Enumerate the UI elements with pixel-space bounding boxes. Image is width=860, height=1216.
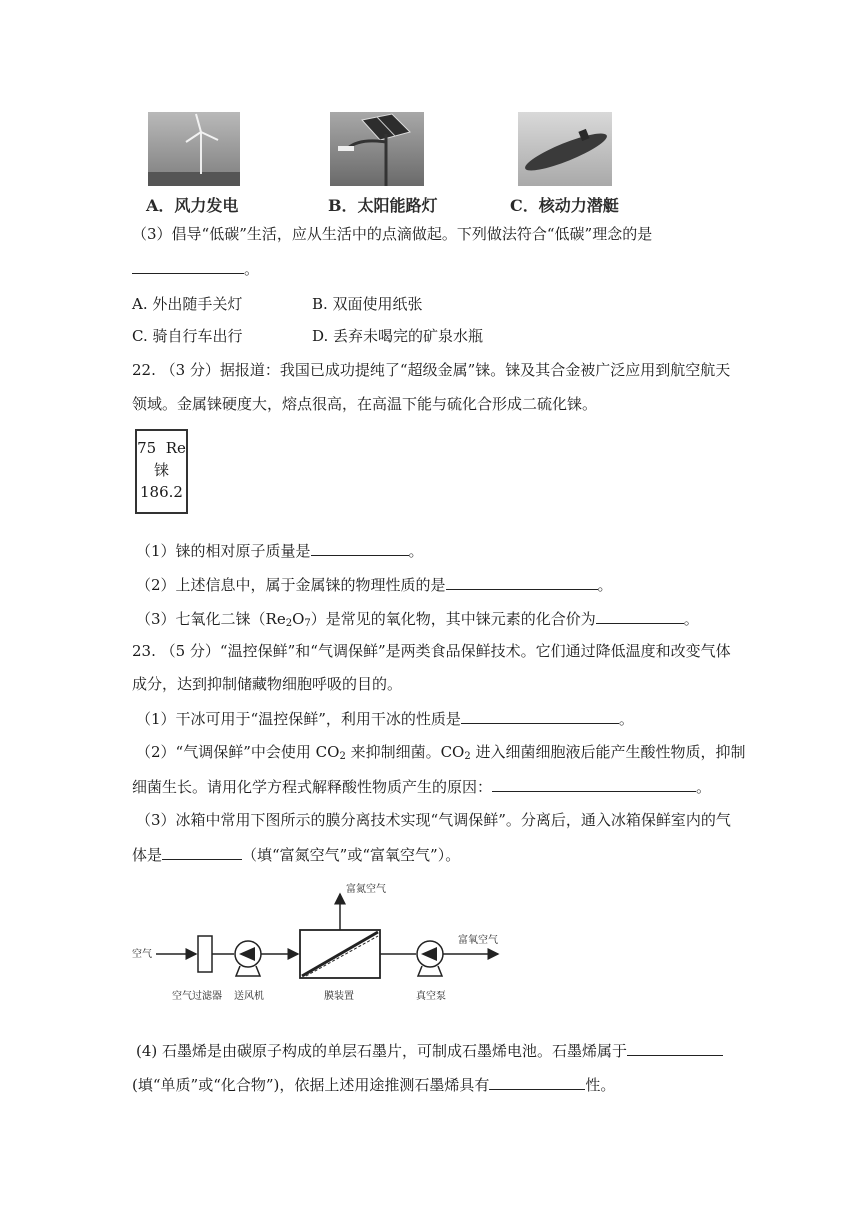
q23-part4-line1: (4) 石墨烯是由碳原子构成的单层石墨片，可制成石墨烯电池。石墨烯属于 (136, 1040, 723, 1061)
solar-street-lamp-icon (330, 112, 424, 186)
q23-part2-line2: 细菌生长。请用化学方程式解释酸性物质产生的原因： 。 (132, 778, 712, 796)
membrane-separation-diagram (128, 880, 528, 1005)
answer-blank[interactable] (132, 258, 244, 274)
answer-blank[interactable] (162, 844, 242, 860)
element-name: 铼 (153, 461, 169, 479)
option-b: B. 双面使用纸张 (312, 295, 423, 313)
label-filter: 空气过滤器 (172, 991, 222, 1002)
q23-part4-line2: (填“单质”或“化合物”)，依据上述用途推测石墨烯具有 性。 (132, 1076, 616, 1094)
nuclear-submarine-icon (518, 112, 612, 186)
q23-part3-line2: 体是 （填“富氮空气”或“富氧空气”）。 (132, 846, 461, 864)
blower-icon (235, 941, 261, 976)
q22-stem-line2: 领域。金属铼硬度大，熔点很高，在高温下能与硫化合形成二硫化铼。 (132, 395, 598, 413)
label-top-out: 富氮空气 (346, 884, 386, 895)
q23-part3-line1: （3）冰箱中常用下图所示的膜分离技术实现“气调保鲜”。分离后，通入冰箱保鲜室内的气 (136, 811, 731, 829)
q23-part2-line1: （2）“气调保鲜”中会使用 $CO_2$ 来抑制细菌。$CO_2$ 进入细菌细胞液后能产生酸性物质，抑制 (136, 743, 746, 762)
label-pump: 真空泵 (416, 991, 446, 1002)
q22-part1: （1）铼的相对原子质量是 。 (136, 542, 424, 560)
caption-b: B．太阳能路灯 (328, 196, 438, 215)
label-blower: 送风机 (234, 991, 264, 1002)
q21-3-answer-line: 。 (132, 258, 259, 279)
wind-turbine-photo (148, 112, 240, 186)
caption-c: C．核动力潜艇 (510, 196, 619, 215)
q22-stem-line1: 22. （3 分）据报道：我国已成功提纯了“超级金属”铼。铼及其合金被广泛应用到航空航天 (132, 361, 731, 379)
periodic-element-card (135, 429, 188, 514)
label-membrane: 膜装置 (324, 991, 354, 1002)
q22-part3: （3）七氧化二铼$(Re_2O_7)$是常见的氧化物，其中铼元素的化合价为 。 (136, 610, 699, 629)
option-c: C. 骑自行车出行 (132, 327, 243, 345)
vacuum-pump-icon (417, 941, 443, 976)
q23-stem-line1: 23. （5 分）“温控保鲜”和“气调保鲜”是两类食品保鲜技术。它们通过降低温度和改变气体 (132, 642, 731, 660)
element-mass: 186.2 (140, 483, 183, 501)
q21-3-stem: （3）倡导“低碳”生活，应从生活中的点滴做起。下列做法符合“低碳”理念的是 (132, 225, 653, 243)
q22-part2: （2）上述信息中，属于金属铼的物理性质的是 。 (136, 576, 613, 594)
option-a: A. 外出随手关灯 (132, 295, 243, 313)
label-air-in: 空气 (132, 949, 152, 960)
answer-blank[interactable] (492, 776, 696, 792)
answer-blank[interactable] (596, 608, 684, 624)
answer-blank[interactable] (627, 1040, 723, 1056)
air-filter-box (198, 936, 212, 972)
element-number-symbol: 75 Re (137, 439, 186, 457)
solar-street-lamp-photo (330, 112, 424, 186)
nuclear-submarine-photo (518, 112, 612, 186)
answer-blank[interactable] (311, 540, 409, 556)
wind-turbine-icon (148, 112, 240, 186)
label-right-out: 富氧空气 (458, 935, 498, 946)
answer-blank[interactable] (489, 1074, 585, 1090)
caption-a: A．风力发电 (146, 196, 239, 215)
q23-part1: （1）干冰可用于“温控保鲜”，利用干冰的性质是 。 (136, 710, 634, 728)
q23-stem-line2: 成分，达到抑制储藏物细胞呼吸的目的。 (132, 675, 403, 693)
answer-blank[interactable] (446, 574, 598, 590)
membrane-device-box (300, 930, 380, 978)
option-d: D. 丢弃未喝完的矿泉水瓶 (312, 327, 484, 345)
answer-blank[interactable] (461, 708, 619, 724)
